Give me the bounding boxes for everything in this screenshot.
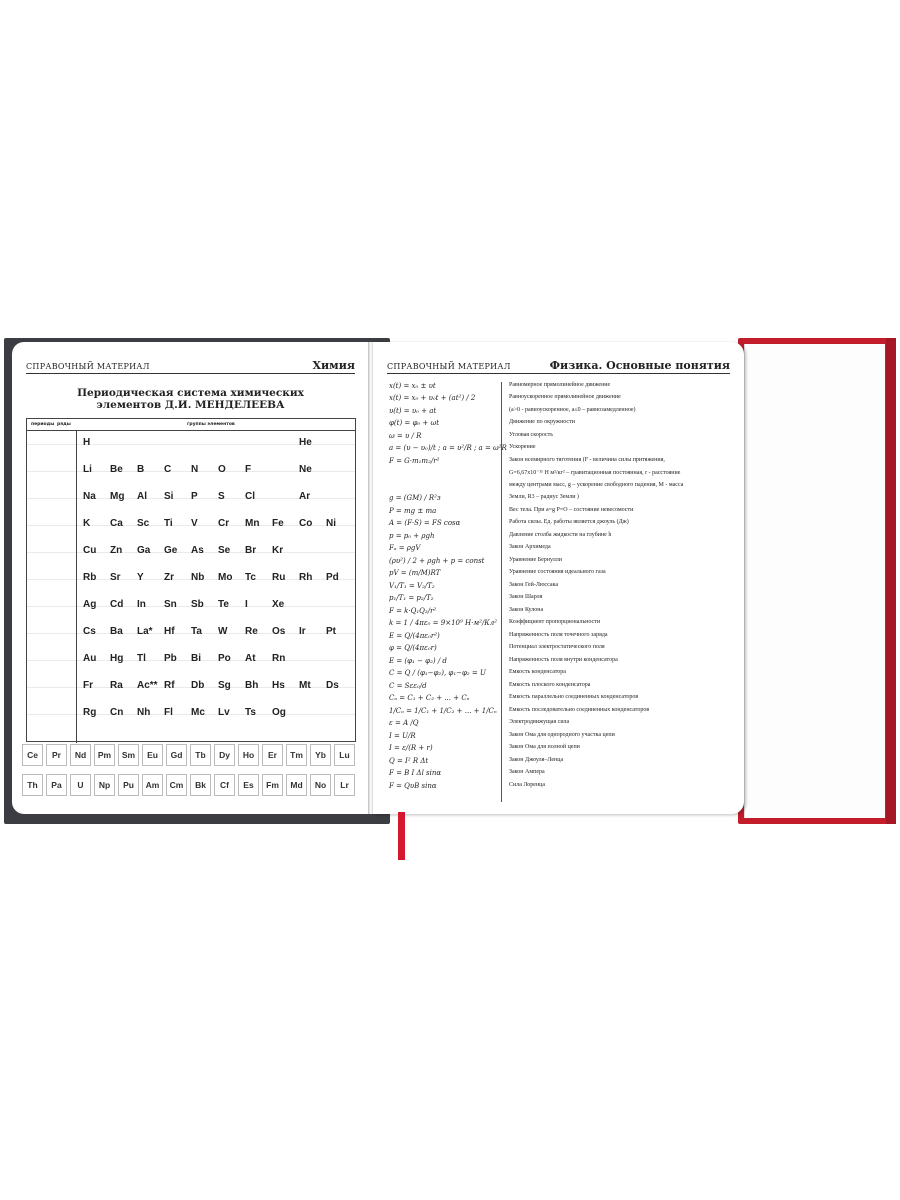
- element-Y: Y: [137, 572, 144, 583]
- element-Yb: Yb: [310, 744, 331, 766]
- formula: F = G·m₁m₂/r²: [389, 456, 440, 465]
- element-Si: Si: [164, 491, 174, 502]
- element-Co: Co: [299, 518, 313, 529]
- header-title: Физика. Основные понятия: [549, 359, 730, 372]
- formula-description: Движение по окружности: [509, 419, 575, 426]
- formula-description: Земли, R3 – радиус Земли ): [509, 494, 579, 501]
- element-Os: Os: [272, 626, 286, 637]
- element-Ds: Ds: [326, 680, 339, 691]
- element-C: C: [164, 464, 172, 475]
- element-Kr: Kr: [272, 545, 284, 556]
- element-Nh: Nh: [137, 707, 151, 718]
- element-Eu: Eu: [142, 744, 163, 766]
- element-At: At: [245, 653, 256, 664]
- periodic-table: [26, 418, 356, 742]
- formula-description: Угловая скорость: [509, 431, 553, 438]
- formula-description: Уравнение Бернулли: [509, 556, 562, 563]
- formula: C = Q / (φ₁−φ₂), φ₁−φ₂ = U: [389, 669, 486, 678]
- element-Ru: Ru: [272, 572, 286, 583]
- formula: φ = Q/(4πε₀r): [389, 644, 437, 653]
- element-Au: Au: [83, 653, 97, 664]
- header-label: СПРАВОЧНЫЙ МАТЕРИАЛ: [387, 362, 511, 371]
- element-Mc: Mc: [191, 707, 205, 718]
- element-Fe: Fe: [272, 518, 284, 529]
- element-Pu: Pu: [118, 774, 139, 796]
- formula: υ(t) = υ₀ + at: [389, 406, 437, 415]
- element-Ge: Ge: [164, 545, 178, 556]
- element-Hs: Hs: [272, 680, 285, 691]
- formula-description: Закон Ома для полной цепи: [509, 744, 580, 751]
- element-Ho: Ho: [238, 744, 259, 766]
- right-page-physics: [373, 342, 744, 814]
- element-F: F: [245, 464, 252, 475]
- formula: F = B I Δl sinα: [389, 769, 442, 778]
- element-Rh: Rh: [299, 572, 313, 583]
- formula: Cₒ = C₁ + C₂ + ... + Cₙ: [389, 694, 470, 703]
- formula: E = Q/(4πε₀r²): [389, 631, 440, 640]
- element-Pd: Pd: [326, 572, 339, 583]
- element-Cf: Cf: [214, 774, 235, 796]
- formula: pV = (m/M)RT: [389, 569, 441, 578]
- element-Na: Na: [83, 491, 96, 502]
- formula: E = (φ₁ − φ₂) / d: [389, 656, 447, 665]
- element-Ce: Ce: [22, 744, 43, 766]
- element-Mo: Mo: [218, 572, 233, 583]
- element-Nd: Nd: [70, 744, 91, 766]
- element-In: In: [137, 599, 146, 610]
- element-Ts: Ts: [245, 707, 256, 718]
- formula: V₁/T₁ = V₂/T₂: [389, 581, 435, 590]
- formula-description: Уравнение состояния идеального газа: [509, 569, 606, 576]
- element-As: As: [191, 545, 204, 556]
- formula: g = (GM) / R²з: [389, 494, 441, 503]
- element-Zn: Zn: [110, 545, 123, 556]
- element-Gd: Gd: [166, 744, 187, 766]
- formula: (ρυ²) / 2 + ρgh + p = const: [389, 556, 485, 565]
- formula-description: между центрами масс, g – ускорение свободного падения, М - масса: [509, 481, 684, 488]
- element-Rn: Rn: [272, 653, 286, 664]
- formula-description: Давление столба жидкости на глубине h: [509, 531, 612, 538]
- formula: k = 1 / 4πε₀ = 9×10⁹ Н·м²/Кл²: [389, 619, 497, 628]
- element-Sb: Sb: [191, 599, 204, 610]
- formula: x(t) = x₀ + υ₀t + (at²) / 2: [389, 394, 476, 403]
- element-Rb: Rb: [83, 572, 97, 583]
- formula-description: Напряженность поля точечного заряда: [509, 631, 608, 638]
- element-Zr: Zr: [164, 572, 174, 583]
- element-Og: Og: [272, 707, 286, 718]
- element-La: La*: [137, 626, 153, 637]
- element-Tm: Tm: [286, 744, 307, 766]
- element-Mt: Mt: [299, 680, 311, 691]
- element-Cd: Cd: [110, 599, 124, 610]
- element-Tl: Tl: [137, 653, 146, 664]
- element-Mg: Mg: [110, 491, 125, 502]
- element-He: He: [299, 437, 312, 448]
- element-Bi: Bi: [191, 653, 201, 664]
- element-Br: Br: [245, 545, 257, 556]
- periodic-table-header: периоды ряды группы элементов: [27, 419, 355, 431]
- element-Fl: Fl: [164, 707, 173, 718]
- element-Ra: Ra: [110, 680, 123, 691]
- formula-description: Емкость плоского конденсатора: [509, 681, 591, 688]
- formula-description: G=6,67x10⁻¹¹ Н м²/кг² – гравитационная постоянная, r - расстояние: [509, 470, 681, 477]
- element-Lu: Lu: [334, 744, 355, 766]
- formula-description: Ускорение: [509, 444, 536, 451]
- element-Ba: Ba: [110, 626, 123, 637]
- element-Pm: Pm: [94, 744, 115, 766]
- element-Sg: Sg: [218, 680, 231, 691]
- right-page-header: [387, 358, 730, 374]
- formula: p₁/T₁ = p₂/T₂: [389, 594, 434, 603]
- element-Cs: Cs: [83, 626, 96, 637]
- element-Rg: Rg: [83, 707, 97, 718]
- element-Cu: Cu: [83, 545, 97, 556]
- element-I: I: [245, 599, 248, 610]
- element-Sc: Sc: [137, 518, 150, 529]
- element-Ta: Ta: [191, 626, 202, 637]
- formula: F = k·Q₁Q₂/r²: [389, 606, 437, 615]
- formula: p = p₀ + ρgh: [389, 531, 435, 540]
- element-Hf: Hf: [164, 626, 175, 637]
- left-page-header: [26, 358, 355, 374]
- formula-description: Емкость параллельно соединенных конденсаторов: [509, 694, 639, 701]
- element-Cm: Cm: [166, 774, 187, 796]
- formula: A = (F·S) = FS cosα: [389, 519, 461, 528]
- formula-description: Емкость конденсатора: [509, 669, 566, 676]
- formula-description: Закон Ампера: [509, 769, 545, 776]
- formula-description: Закон Гей-Люссака: [509, 581, 558, 588]
- element-S: S: [218, 491, 225, 502]
- formula: P = mg ± ma: [389, 506, 437, 515]
- element-V: V: [191, 518, 198, 529]
- formula-description: Коэффициент пропорциональности: [509, 619, 601, 626]
- element-U: U: [70, 774, 91, 796]
- element-B: B: [137, 464, 145, 475]
- element-Se: Se: [218, 545, 231, 556]
- element-O: O: [218, 464, 226, 475]
- element-Tb: Tb: [190, 744, 211, 766]
- formula-description: Закон Ома для однородного участка цепи: [509, 731, 615, 738]
- element-Ni: Ni: [326, 518, 336, 529]
- formula-description: Равномерное прямолинейное движение: [509, 382, 611, 388]
- endpaper: [744, 344, 885, 818]
- element-Hg: Hg: [110, 653, 124, 664]
- formula-description: (a>0 - равноускоренное, a≤0 – равнозамедленное): [509, 406, 636, 413]
- formula: I = U/R: [389, 731, 416, 740]
- physics-formula-table: [387, 382, 730, 802]
- formula: Fₐ = ρgV: [389, 544, 421, 553]
- element-Lv: Lv: [218, 707, 230, 718]
- element-Te: Te: [218, 599, 229, 610]
- formula-description: Закон всемирного тяготения (F - величина силы притяжения,: [509, 456, 665, 463]
- element-W: W: [218, 626, 228, 637]
- element-Md: Md: [286, 774, 307, 796]
- element-Es: Es: [238, 774, 259, 796]
- element-Bh: Bh: [245, 680, 259, 691]
- element-Cr: Cr: [218, 518, 230, 529]
- element-Er: Er: [262, 744, 283, 766]
- element-Sm: Sm: [118, 744, 139, 766]
- formula: 1/Cₒ = 1/C₁ + 1/C₂ + ... + 1/Cₙ: [389, 706, 497, 715]
- element-Ne: Ne: [299, 464, 312, 475]
- formula: I = ε/(R + r): [389, 744, 433, 753]
- element-Lr: Lr: [334, 774, 355, 796]
- formula-description: Равноускоренное прямолинейное движение: [509, 394, 621, 401]
- actinides-row: [22, 774, 362, 834]
- element-Fm: Fm: [262, 774, 283, 796]
- periods-column: [27, 431, 77, 743]
- formula: a = (υ − υ₀)/t ; a = υ²/R ; a = ω²R: [389, 444, 507, 453]
- formula: φ(t) = φ₀ + ωt: [389, 419, 440, 428]
- formula-description: Закон Кулона: [509, 606, 544, 613]
- element-Xe: Xe: [272, 599, 285, 610]
- formula: F = QυB sinα: [389, 781, 437, 790]
- element-No: No: [310, 774, 331, 796]
- element-N: N: [191, 464, 199, 475]
- element-Ir: Ir: [299, 626, 306, 637]
- formula-description: Потенциал электростатического поля: [509, 644, 605, 651]
- element-Pa: Pa: [46, 774, 67, 796]
- element-Be: Be: [110, 464, 123, 475]
- element-Pt: Pt: [326, 626, 336, 637]
- formula: x(t) = x₀ ± υt: [389, 382, 436, 390]
- formula: C = Sεε₀/d: [389, 681, 427, 690]
- element-Ag: Ag: [83, 599, 97, 610]
- element-Np: Np: [94, 774, 115, 796]
- bookmark-ribbon: [398, 812, 405, 860]
- element-Nb: Nb: [191, 572, 205, 583]
- element-Ti: Ti: [164, 518, 173, 529]
- element-Pr: Pr: [46, 744, 67, 766]
- formula: ε = A /Q: [389, 719, 419, 728]
- formula-description: Напряженность поля внутри конденсатора: [509, 656, 618, 663]
- element-Li: Li: [83, 464, 92, 475]
- left-page-chemistry: [12, 342, 369, 814]
- element-Fr: Fr: [83, 680, 93, 691]
- element-Sn: Sn: [164, 599, 177, 610]
- element-Cn: Cn: [110, 707, 124, 718]
- element-Th: Th: [22, 774, 43, 796]
- element-Tc: Tc: [245, 572, 256, 583]
- header-title: Химия: [312, 359, 355, 372]
- element-K: K: [83, 518, 91, 529]
- element-Bk: Bk: [190, 774, 211, 796]
- element-Sr: Sr: [110, 572, 121, 583]
- element-Cl: Cl: [245, 491, 255, 502]
- element-Ca: Ca: [110, 518, 123, 529]
- formula-description: Емкость последовательно соединенных конденсаторов: [509, 706, 650, 713]
- formula-description: Закон Джоуля–Ленца: [509, 756, 564, 763]
- element-Rf: Rf: [164, 680, 175, 691]
- cover-edge: [886, 338, 896, 824]
- element-Re: Re: [245, 626, 258, 637]
- formula-description: Закон Шарля: [509, 594, 543, 601]
- formula: Q = I² R Δt: [389, 756, 429, 765]
- element-Pb: Pb: [164, 653, 177, 664]
- element-Po: Po: [218, 653, 231, 664]
- element-Ga: Ga: [137, 545, 151, 556]
- element-Am: Am: [142, 774, 163, 796]
- formula-description: Вес тела. При a=g P=O – состояние невесомости: [509, 506, 634, 513]
- formula-description: Закон Архимеда: [509, 544, 551, 551]
- formula-description: Сила Лоренца: [509, 781, 546, 788]
- element-Db: Db: [191, 680, 205, 691]
- periodic-table-title: Периодическая система химических элементов Д.И. МЕНДЕЛЕЕВА: [77, 387, 304, 411]
- element-Ac: Ac**: [137, 680, 158, 691]
- formula-description: Работа силы. Ед. работы является джоуль (Дж): [509, 519, 629, 526]
- element-Dy: Dy: [214, 744, 235, 766]
- element-P: P: [191, 491, 198, 502]
- formula-description: Электродвижущая сила: [509, 719, 570, 726]
- element-Ar: Ar: [299, 491, 311, 502]
- header-label: СПРАВОЧНЫЙ МАТЕРИАЛ: [26, 362, 150, 371]
- element-Al: Al: [137, 491, 147, 502]
- formula: ω = υ / R: [389, 431, 422, 440]
- element-H: H: [83, 437, 91, 448]
- element-Mn: Mn: [245, 518, 260, 529]
